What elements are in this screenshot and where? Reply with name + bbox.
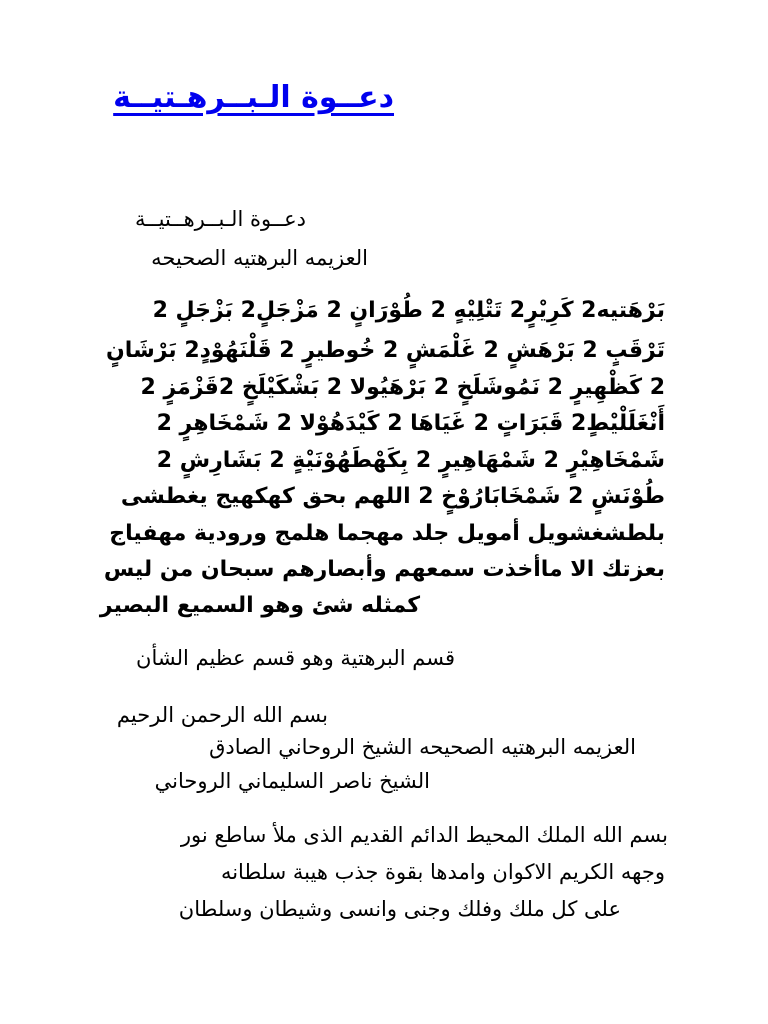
incantation-line: بلطشغشويل أمويل جلد مهجما هلمج ورودية مهفياج: [109, 521, 665, 546]
section-title: قسم البرهتية وهو قسم عظيم الشأن: [136, 646, 455, 670]
intro-line: دعــوة الـبــرهــتيــة: [135, 207, 306, 231]
incantation-line: أَنْغَلَلْيْطٍ2 قَبَرَاتٍ 2 غَيَاهَا 2 كَيْدَهُوْلا 2 شَمْخَاهِرٍ 2: [156, 411, 665, 436]
incantation-line: بعزتك الا ماأخذت سمعهم وأبصارهم سبحان من ليس: [103, 557, 665, 582]
attribution-line: العزيمه البرهتيه الصحيحه الشيخ الروحاني الصادق: [209, 735, 636, 759]
incantation-line: 2 كَظْهِيرٍ 2 نَمُوشَلَخٍ 2 بَرْهَيُولا 2 بَشْكَيْلَخٍ 2قَزْمَزٍ 2: [140, 375, 665, 400]
incantation-line: كمثله شئ وهو السميع البصير: [99, 593, 420, 618]
intro-line: العزيمه البرهتيه الصحيحه: [151, 246, 368, 270]
attribution-line: الشيخ ناصر السليماني الروحاني: [154, 769, 430, 793]
incantation-line: بَرْهَتيه2 كَرِيْرٍ2 تَتْلِيْهٍ 2 طُوْرَانٍ 2 مَزْجَلٍ2 بَزْجَلٍ 2: [152, 298, 665, 323]
closing-line: على كل ملك وفلك وجنى وانسى وشيطان وسلطان: [178, 897, 621, 921]
closing-line: وجهه الكريم الاكوان وامدها بقوة جذب هيبة سلطانه: [220, 860, 665, 884]
document-heading-link[interactable]: دعــوة الـبــرهـتيــة: [113, 80, 394, 115]
incantation-line: تَرْقَبٍ 2 بَرْهَشٍ 2 غَلْمَشٍ 2 خُوطيرٍ 2 قَلْنَهُوْدٍ2 بَرْشَانٍ: [106, 338, 665, 363]
attribution-line: بسم الله الرحمن الرحيم: [116, 703, 328, 727]
incantation-line: طُوْنَشٍ 2 شَمْخَابَارُوْخٍ 2 اللهم بحق كهكهيج يغطشى: [120, 484, 665, 509]
incantation-line: شَمْخَاهِيْرٍ 2 شَمْهَاهِيرٍ 2 بِكَهْطَهُوْنَيْةٍ 2 بَشَارِشٍ 2: [156, 448, 665, 473]
closing-line: بسم الله الملك المحيط الدائم القديم الذى ملأ ساطع نور: [180, 823, 668, 847]
